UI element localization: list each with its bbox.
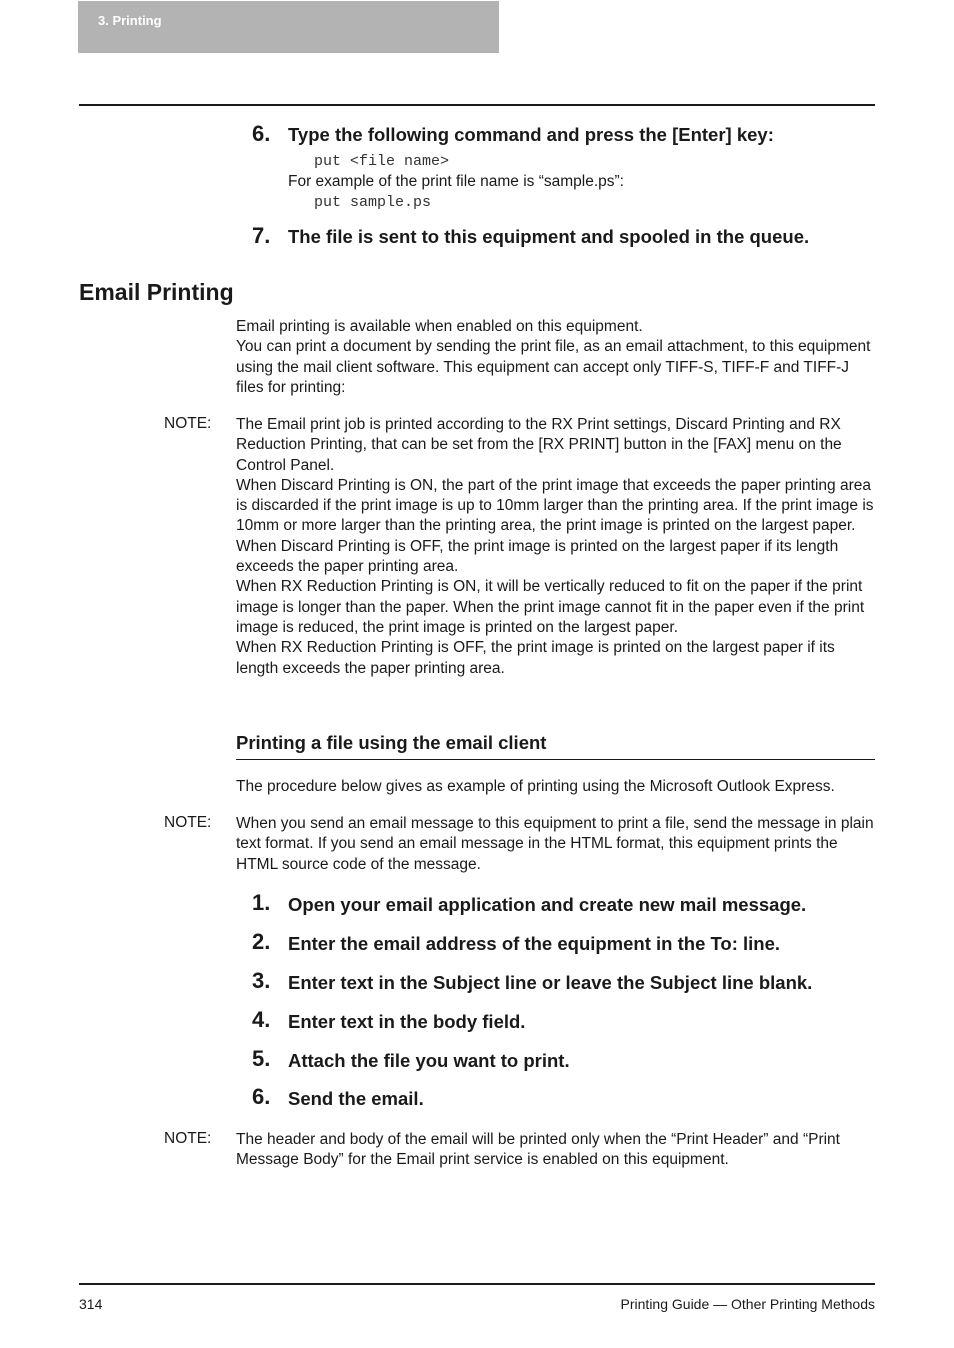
step-text: Enter text in the body field. bbox=[288, 1011, 526, 1032]
step-number: 3. bbox=[252, 968, 271, 993]
step-text: Open your email application and create new mail message. bbox=[288, 894, 807, 915]
step-number: 5. bbox=[252, 1046, 271, 1071]
section-tab-label: 3. Printing bbox=[98, 13, 162, 28]
procedure-intro: The procedure below gives as example of printing using the Microsoft Outlook Express. bbox=[236, 778, 835, 795]
step-text: Send the email. bbox=[288, 1088, 424, 1109]
subsection-rule bbox=[236, 759, 875, 760]
step-number: 7. bbox=[252, 223, 271, 248]
page-number: 314 bbox=[79, 1296, 103, 1312]
section-tab bbox=[78, 1, 499, 53]
command-code-example: put sample.ps bbox=[314, 194, 432, 211]
note-text: The header and body of the email will be printed only when the “Print Header” and “Print Message Body” for the Email print service is enabled on this equipment. bbox=[236, 1131, 840, 1169]
note-label: NOTE: bbox=[164, 814, 212, 831]
intro-paragraph: Email printing is available when enabled on this equipment. You can print a document by sending the print file, as an email attachment, to this equipment using the mail client software. This equipment can accept only TIFF-S, TIFF-F and TIFF-J files for printing: bbox=[236, 318, 871, 396]
step-text: Type the following command and press the [Enter] key: bbox=[288, 124, 774, 145]
footer-rule bbox=[79, 1283, 875, 1285]
command-code: put <file name> bbox=[314, 153, 450, 170]
section-heading: Email Printing bbox=[79, 279, 234, 305]
step-number: 2. bbox=[252, 929, 271, 954]
step-text: The file is sent to this equipment and spooled in the queue. bbox=[288, 226, 810, 247]
subsection-heading: Printing a file using the email client bbox=[236, 732, 547, 753]
step-text: Enter the email address of the equipment in the To: line. bbox=[288, 933, 781, 954]
step-number: 6. bbox=[252, 1084, 271, 1109]
footer-title: Printing Guide — Other Printing Methods bbox=[620, 1296, 875, 1312]
note-label: NOTE: bbox=[164, 1130, 212, 1147]
note-text: The Email print job is printed according to the RX Print settings, Discard Printing and RX Reduction Printing, that can be set from the [RX PRINT] button in the [FAX] menu on the Control Panel. When Discard Printing is ON, the part of the print image that exceeds the paper printing area is discarded if the print image is up to 10mm larger than the printing area. If the print image is 10mm or more larger than the printing area, the print image is printed on the largest paper. When Discard Printing is OFF, the print image is printed on the largest paper if its length exceeds the paper printing area. When RX Reduction Printing is ON, it will be vertically reduced to fit on the paper if the print image is longer than the paper. When the print image cannot fit in the paper even if the print image is reduced, the print image is printed on the largest paper. When RX Reduction Printing is OFF, the print image is printed on the largest paper if its length exceeds the paper printing area. bbox=[236, 416, 874, 677]
step-number: 4. bbox=[252, 1007, 271, 1032]
step-number: 1. bbox=[252, 890, 271, 915]
note-text: When you send an email message to this equipment to print a file, send the message in plain text format. If you send an email message in the HTML format, this equipment prints the HTML source code of the message. bbox=[236, 815, 874, 873]
note-label: NOTE: bbox=[164, 415, 212, 432]
step-number: 6. bbox=[252, 121, 271, 146]
header-rule bbox=[79, 104, 875, 106]
example-text: For example of the print file name is “sample.ps”: bbox=[288, 173, 624, 190]
step-text: Attach the file you want to print. bbox=[288, 1050, 570, 1071]
step-text: Enter text in the Subject line or leave the Subject line blank. bbox=[288, 972, 813, 993]
